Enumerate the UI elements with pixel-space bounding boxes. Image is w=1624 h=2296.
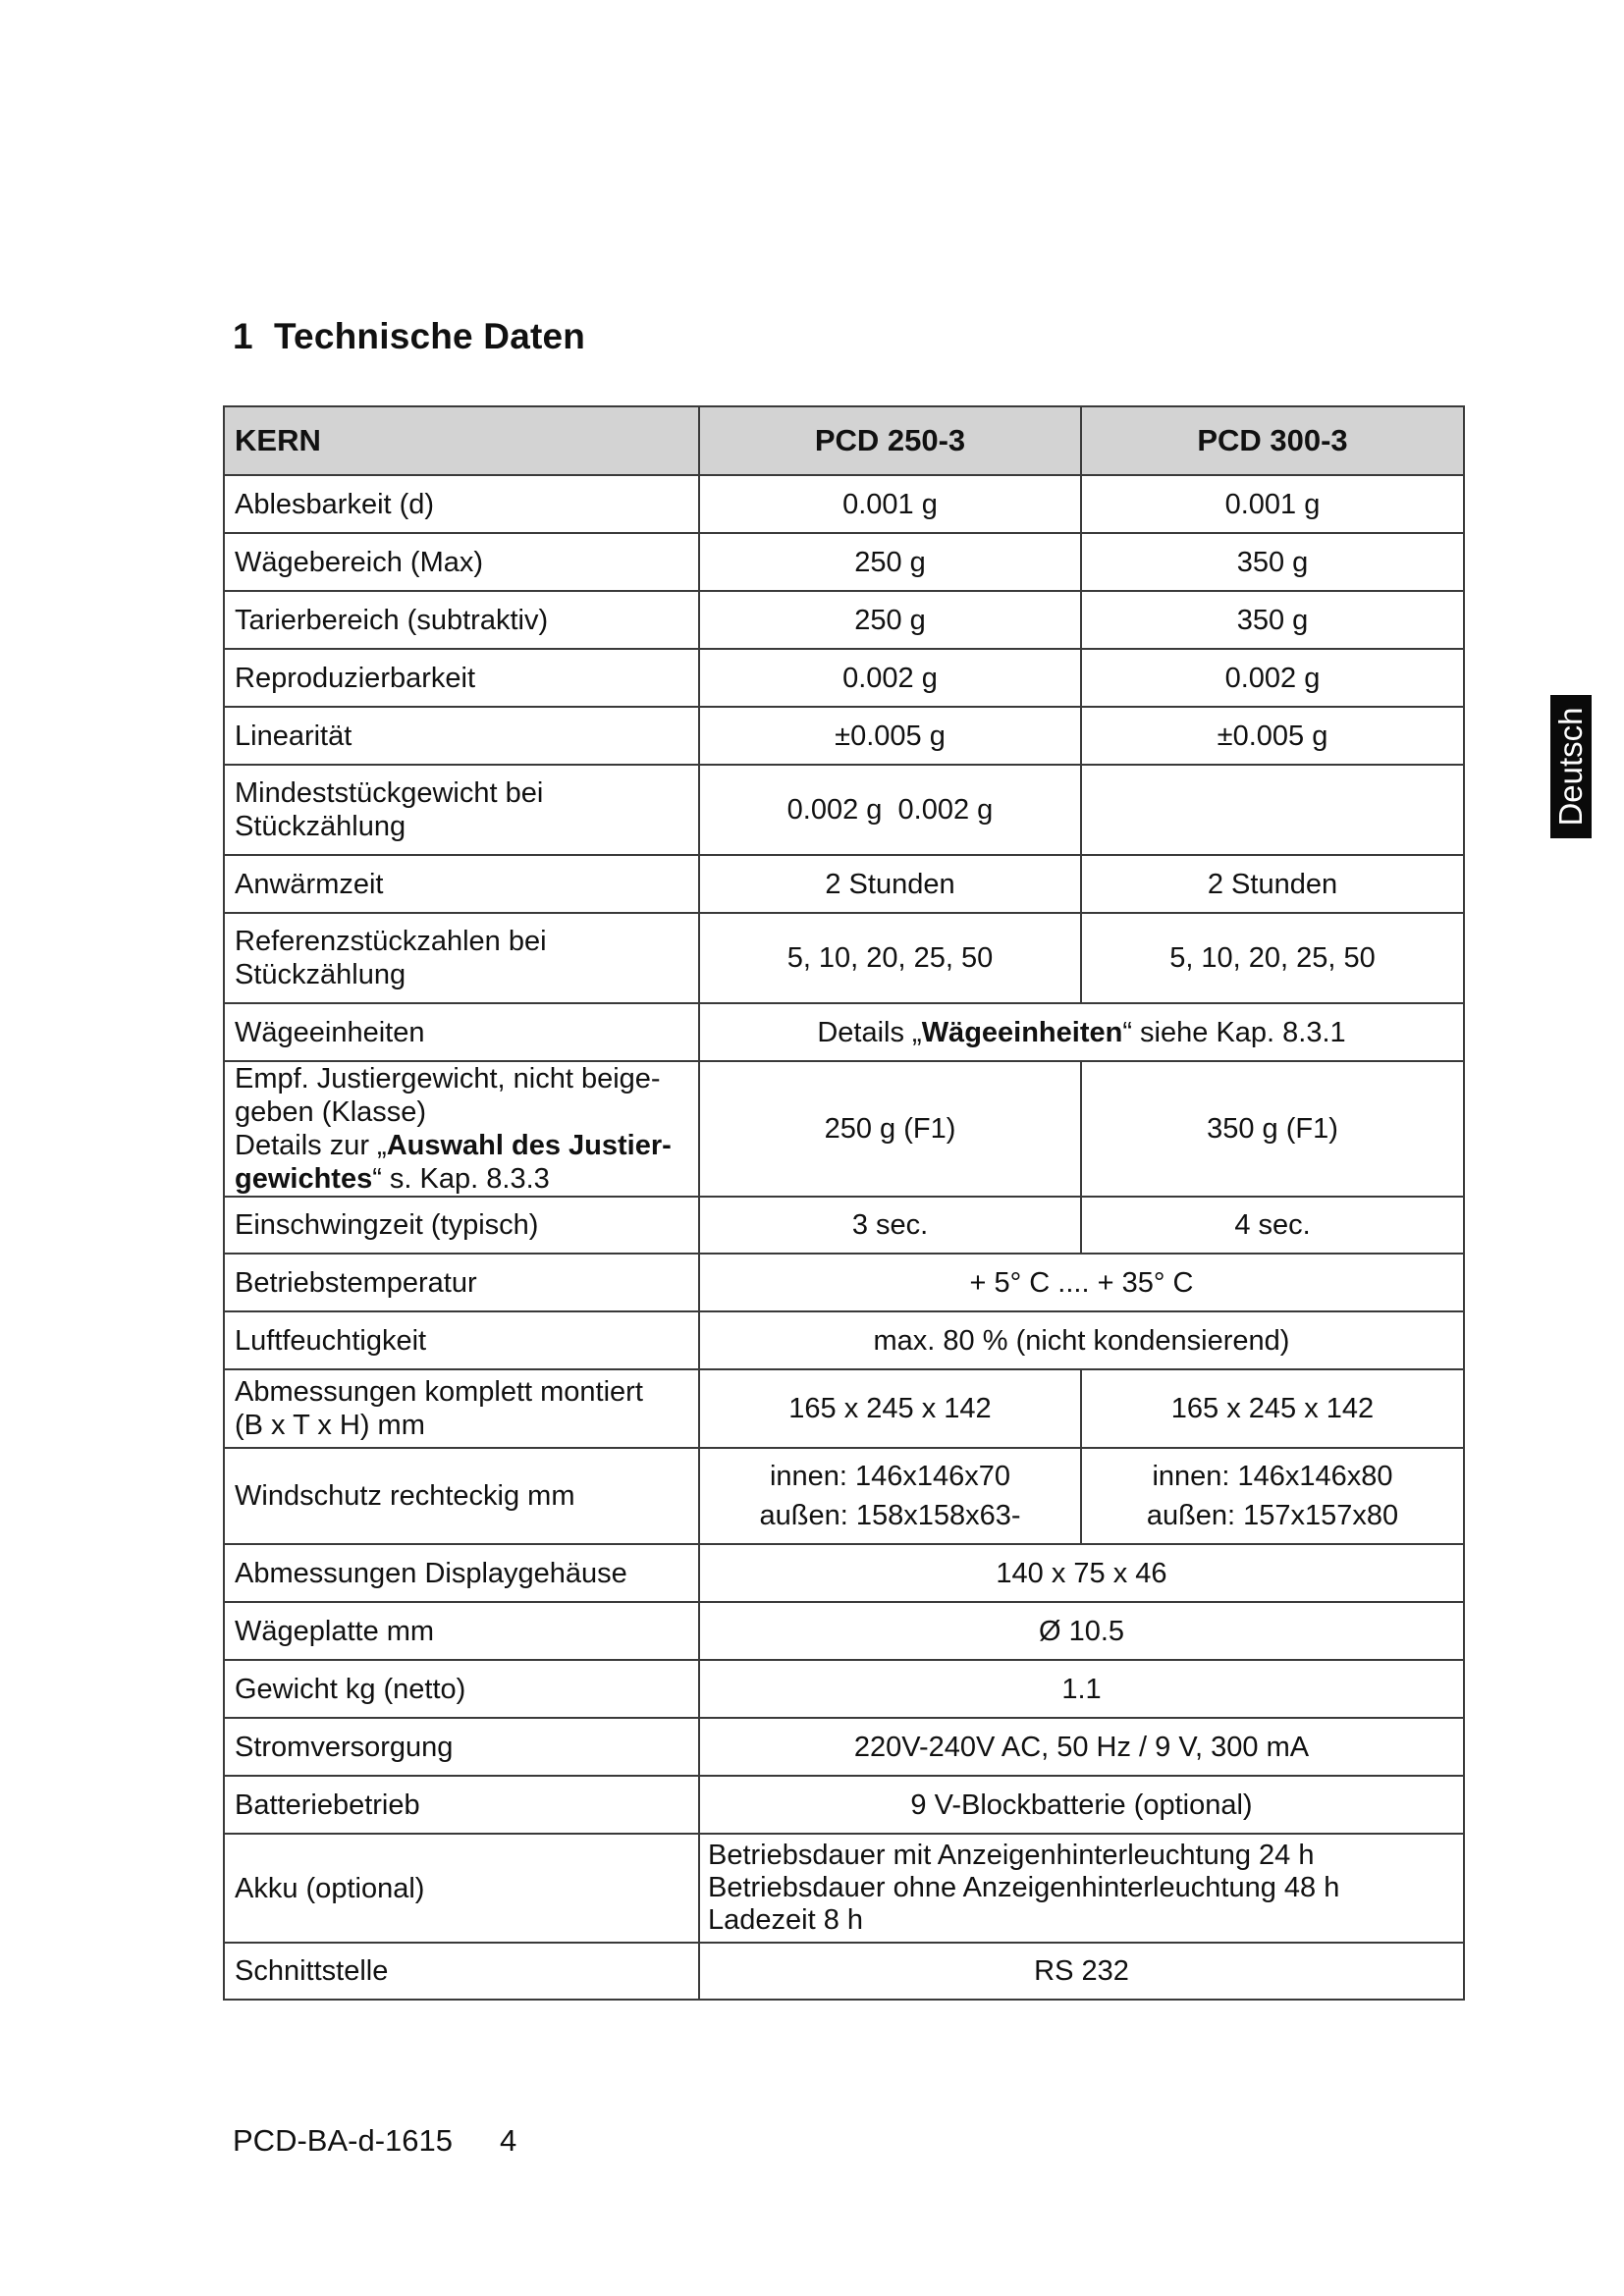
row-value: 165 x 245 x 142 bbox=[1081, 1369, 1464, 1448]
row-label: Anwärmzeit bbox=[224, 855, 699, 913]
row-label-line bbox=[235, 1162, 688, 1196]
page-footer bbox=[233, 2123, 516, 2159]
row-value: 5, 10, 20, 25, 50 bbox=[1081, 913, 1464, 1003]
row-value: 350 g bbox=[1081, 533, 1464, 591]
specs-table bbox=[223, 405, 1465, 2001]
table-row bbox=[224, 533, 1464, 591]
page-number: 4 bbox=[499, 2123, 517, 2158]
table-row bbox=[224, 1003, 1464, 1061]
section-number: 1 bbox=[233, 316, 253, 356]
table-row bbox=[224, 1718, 1464, 1776]
header-model-2: PCD 300-3 bbox=[1081, 406, 1464, 475]
table-row bbox=[224, 1061, 1464, 1197]
details-suffix: “ siehe Kap. 8.3.1 bbox=[1122, 1016, 1346, 1048]
row-label-line: Referenzstückzahlen bei bbox=[235, 926, 547, 957]
value-line: Betriebsdauer mit Anzeigenhinterleuchtung 24 h bbox=[708, 1840, 1315, 1871]
row-label: Wägeplatte mm bbox=[224, 1602, 699, 1660]
row-label: Wägebereich (Max) bbox=[224, 533, 699, 591]
row-label-line: Mindeststückgewicht bei bbox=[235, 777, 544, 809]
table-row bbox=[224, 913, 1464, 1003]
table-row bbox=[224, 1834, 1464, 1943]
table-header-row bbox=[224, 406, 1464, 475]
row-value bbox=[699, 1003, 1464, 1061]
row-value bbox=[1081, 765, 1464, 855]
row-label-line: Stückzählung bbox=[235, 959, 406, 990]
table-row bbox=[224, 1369, 1464, 1448]
row-label: Reproduzierbarkeit bbox=[224, 649, 699, 707]
row-label: Tarierbereich (subtraktiv) bbox=[224, 591, 699, 649]
value-line: Betriebsdauer ohne Anzeigenhinterleuchtung 48 h bbox=[708, 1872, 1340, 1903]
section-heading bbox=[233, 316, 585, 357]
label-emphasis: Auswahl des Justier- bbox=[386, 1130, 672, 1161]
value-line: außen: 158x158x63- bbox=[759, 1500, 1021, 1531]
table-row bbox=[224, 1943, 1464, 2000]
row-value: 165 x 245 x 142 bbox=[699, 1369, 1081, 1448]
row-value: RS 232 bbox=[699, 1943, 1464, 2000]
row-label bbox=[224, 913, 699, 1003]
row-label-line: (B x T x H) mm bbox=[235, 1410, 425, 1441]
table-row bbox=[224, 1602, 1464, 1660]
table-row bbox=[224, 1311, 1464, 1369]
header-brand: KERN bbox=[224, 406, 699, 475]
row-value: 2 Stunden bbox=[1081, 855, 1464, 913]
row-value: 350 g (F1) bbox=[1081, 1061, 1464, 1197]
row-label-line: geben (Klasse) bbox=[235, 1096, 427, 1128]
value-line: innen: 146x146x70 bbox=[769, 1461, 1011, 1492]
table-row bbox=[224, 649, 1464, 707]
row-label: Abmessungen Displaygehäuse bbox=[224, 1544, 699, 1602]
label-prefix: Details zur „ bbox=[235, 1130, 387, 1161]
row-label: Akku (optional) bbox=[224, 1834, 699, 1943]
row-value bbox=[699, 1834, 1464, 1943]
row-value: 9 V-Blockbatterie (optional) bbox=[699, 1776, 1464, 1834]
row-label-line: Empf. Justiergewicht, nicht beige- bbox=[235, 1063, 661, 1095]
table-row bbox=[224, 765, 1464, 855]
row-value: 5, 10, 20, 25, 50 bbox=[699, 913, 1081, 1003]
row-value: 0.002 g bbox=[1081, 649, 1464, 707]
row-value: 3 sec. bbox=[699, 1197, 1081, 1254]
row-label bbox=[224, 1061, 699, 1197]
row-value: 250 g (F1) bbox=[699, 1061, 1081, 1197]
row-value: 4 sec. bbox=[1081, 1197, 1464, 1254]
row-label bbox=[224, 765, 699, 855]
row-label: Luftfeuchtigkeit bbox=[224, 1311, 699, 1369]
row-value: ±0.005 g bbox=[1081, 707, 1464, 765]
row-value: 220V-240V AC, 50 Hz / 9 V, 300 mA bbox=[699, 1718, 1464, 1776]
document-id: PCD-BA-d-1615 bbox=[233, 2123, 453, 2158]
row-value: 0.002 g bbox=[699, 649, 1081, 707]
table-row bbox=[224, 1544, 1464, 1602]
value-line: außen: 157x157x80 bbox=[1146, 1500, 1399, 1531]
table-row bbox=[224, 1448, 1464, 1544]
details-prefix: Details „ bbox=[817, 1016, 922, 1048]
row-label-line: Stückzählung bbox=[235, 811, 406, 842]
row-value: 250 g bbox=[699, 533, 1081, 591]
row-label-line: Abmessungen komplett montiert bbox=[235, 1376, 643, 1408]
row-value: 2 Stunden bbox=[699, 855, 1081, 913]
details-emphasis: Wägeeinheiten bbox=[921, 1016, 1123, 1048]
row-label: Wägeeinheiten bbox=[224, 1003, 699, 1061]
row-value: 1.1 bbox=[699, 1660, 1464, 1718]
row-label: Ablesbarkeit (d) bbox=[224, 475, 699, 533]
table-row bbox=[224, 1197, 1464, 1254]
row-value: 0.001 g bbox=[1081, 475, 1464, 533]
row-value: ±0.005 g bbox=[699, 707, 1081, 765]
language-tab-label: Deutsch bbox=[1552, 707, 1589, 827]
row-value: 350 g bbox=[1081, 591, 1464, 649]
row-label: Gewicht kg (netto) bbox=[224, 1660, 699, 1718]
language-tab bbox=[1550, 695, 1592, 838]
table-row bbox=[224, 707, 1464, 765]
value-line: innen: 146x146x80 bbox=[1152, 1461, 1393, 1492]
row-label-line bbox=[235, 1129, 688, 1162]
table-row bbox=[224, 475, 1464, 533]
row-label: Einschwingzeit (typisch) bbox=[224, 1197, 699, 1254]
row-value: + 5° C .... + 35° C bbox=[699, 1254, 1464, 1311]
label-emphasis: gewichtes bbox=[235, 1163, 373, 1195]
row-value: Ø 10.5 bbox=[699, 1602, 1464, 1660]
header-model-1: PCD 250-3 bbox=[699, 406, 1081, 475]
table-row bbox=[224, 855, 1464, 913]
section-title: Technische Daten bbox=[274, 316, 586, 356]
value-line: Ladezeit 8 h bbox=[708, 1904, 864, 1936]
row-label: Betriebstemperatur bbox=[224, 1254, 699, 1311]
row-value: 140 x 75 x 46 bbox=[699, 1544, 1464, 1602]
row-value: 0.001 g bbox=[699, 475, 1081, 533]
label-suffix: “ s. Kap. 8.3.3 bbox=[372, 1163, 550, 1195]
row-label: Batteriebetrieb bbox=[224, 1776, 699, 1834]
row-label: Windschutz rechteckig mm bbox=[224, 1448, 699, 1544]
row-label: Schnittstelle bbox=[224, 1943, 699, 2000]
row-value: max. 80 % (nicht kondensierend) bbox=[699, 1311, 1464, 1369]
table-row bbox=[224, 1660, 1464, 1718]
row-label: Stromversorgung bbox=[224, 1718, 699, 1776]
row-value: 0.002 g 0.002 g bbox=[699, 765, 1081, 855]
table-row bbox=[224, 591, 1464, 649]
table-row bbox=[224, 1254, 1464, 1311]
row-label bbox=[224, 1369, 699, 1448]
row-label: Linearität bbox=[224, 707, 699, 765]
row-value bbox=[699, 1448, 1081, 1544]
row-value bbox=[1081, 1448, 1464, 1544]
row-value: 250 g bbox=[699, 591, 1081, 649]
table-row bbox=[224, 1776, 1464, 1834]
